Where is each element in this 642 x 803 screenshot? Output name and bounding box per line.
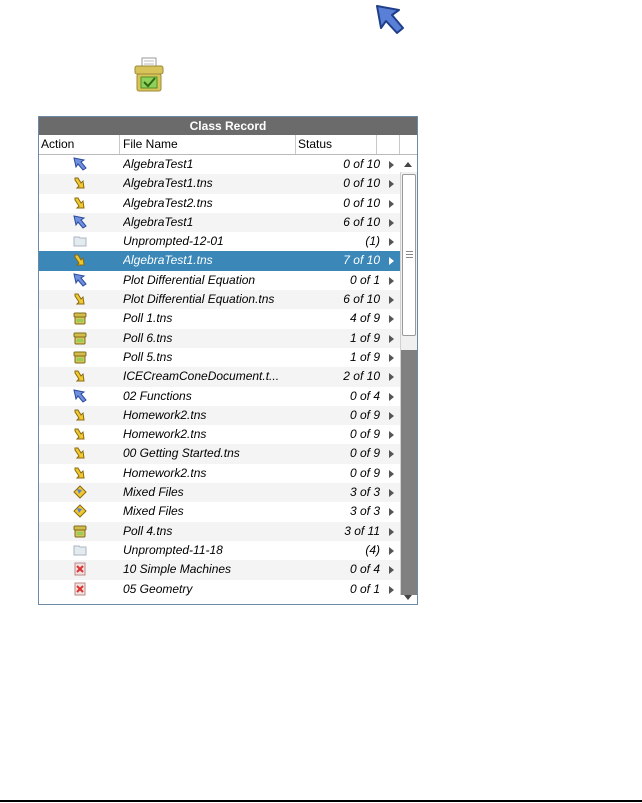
table-row[interactable] (39, 541, 400, 560)
table-row[interactable] (39, 502, 400, 521)
collect-icon[interactable] (73, 408, 87, 422)
collect-icon[interactable] (73, 427, 87, 441)
status-text: 3 of 3 (349, 504, 380, 519)
table-row[interactable] (39, 522, 400, 541)
table-row[interactable] (39, 560, 400, 579)
expand-arrow-icon[interactable] (389, 450, 394, 458)
status-text: 3 of 3 (349, 485, 380, 500)
scroll-down-icon[interactable] (404, 595, 412, 600)
status-text: 0 of 1 (349, 272, 380, 287)
collect-icon[interactable] (73, 446, 87, 460)
status-text: (1) (365, 234, 380, 249)
collect-icon[interactable] (73, 196, 87, 210)
collect-icon[interactable] (73, 292, 87, 306)
file-name: Plot Differential Equation (123, 272, 256, 287)
table-row[interactable] (39, 464, 400, 483)
status-text: 0 of 9 (349, 446, 380, 461)
file-name: Unprompted-11-18 (123, 542, 223, 557)
collect-icon[interactable] (73, 369, 87, 383)
expand-arrow-icon[interactable] (389, 566, 394, 574)
grip-line (406, 251, 413, 252)
poll-icon[interactable] (73, 311, 87, 325)
mixed-icon[interactable] (73, 504, 87, 518)
table-row[interactable] (39, 406, 400, 425)
file-name: AlgebraTest1.tns (123, 253, 213, 268)
poll-collect-icon (132, 56, 166, 94)
status-text: 0 of 10 (343, 176, 380, 191)
expand-arrow-icon[interactable] (389, 393, 394, 401)
mixed-icon[interactable] (73, 485, 87, 499)
divider (0, 800, 642, 802)
file-name: Mixed Files (123, 485, 184, 500)
file-name: 05 Geometry (123, 581, 193, 596)
table-row[interactable] (39, 271, 400, 290)
send-icon[interactable] (73, 389, 87, 403)
column-divider (399, 135, 400, 154)
table-row[interactable] (39, 580, 400, 599)
scroll-up-icon[interactable] (404, 162, 412, 167)
table-row[interactable] (39, 387, 400, 406)
status-text: 2 of 10 (343, 369, 380, 384)
expand-arrow-icon[interactable] (389, 238, 394, 246)
status-text: 7 of 10 (343, 253, 380, 268)
expand-arrow-icon[interactable] (389, 373, 394, 381)
send-icon[interactable] (73, 157, 87, 171)
collect-icon[interactable] (73, 253, 87, 267)
expand-arrow-icon[interactable] (389, 180, 394, 188)
table-row[interactable] (39, 194, 400, 213)
table-row[interactable] (39, 309, 400, 328)
status-text: 0 of 10 (343, 157, 380, 171)
file-name: 10 Simple Machines (123, 562, 232, 577)
collect-icon[interactable] (73, 466, 87, 480)
file-name: Poll 5.tns (123, 349, 173, 364)
column-divider[interactable] (295, 135, 296, 154)
send-icon[interactable] (73, 273, 87, 287)
send-icon[interactable] (73, 215, 87, 229)
status-text: 3 of 11 (344, 523, 380, 538)
status-text: 0 of 9 (349, 407, 380, 422)
collect-icon[interactable] (73, 176, 87, 190)
delete-icon[interactable] (73, 582, 87, 596)
column-header-row (39, 135, 417, 155)
poll-icon[interactable] (73, 331, 87, 345)
class-record-panel (38, 116, 418, 605)
column-header-status[interactable]: Status (298, 137, 333, 151)
status-text: 0 of 9 (349, 465, 380, 480)
file-name: Poll 1.tns (123, 311, 173, 326)
column-header-file-name[interactable]: File Name (123, 137, 178, 151)
poll-icon[interactable] (73, 350, 87, 364)
file-name: Poll 4.tns (123, 523, 173, 538)
scroll-thumb[interactable] (402, 174, 416, 336)
status-text: 0 of 4 (349, 388, 380, 403)
file-name: 02 Functions (123, 388, 192, 403)
folder-icon[interactable] (73, 234, 87, 248)
grip-line (406, 257, 413, 258)
table-row[interactable] (39, 348, 400, 367)
status-text: (4) (365, 542, 380, 557)
status-text: 0 of 1 (349, 581, 380, 596)
expand-arrow-icon[interactable] (389, 528, 394, 536)
expand-arrow-icon[interactable] (389, 296, 394, 304)
expand-arrow-icon[interactable] (389, 470, 394, 478)
table-row[interactable] (39, 329, 400, 348)
folder-icon[interactable] (73, 543, 87, 557)
status-text: 0 of 9 (349, 427, 380, 442)
expand-arrow-icon[interactable] (389, 489, 394, 497)
file-name: Plot Differential Equation.tns (123, 292, 275, 307)
table-row[interactable] (39, 155, 400, 174)
column-divider[interactable] (119, 135, 120, 154)
column-header-action[interactable]: Action (41, 137, 75, 151)
column-divider[interactable] (376, 135, 377, 154)
file-name: Mixed Files (123, 504, 184, 519)
table-row[interactable] (39, 290, 400, 309)
file-name: 00 Getting Started.tns (123, 446, 240, 461)
expand-arrow-icon[interactable] (389, 508, 394, 516)
scroll-track-lower[interactable] (401, 350, 417, 595)
expand-arrow-icon[interactable] (389, 161, 394, 169)
file-name: Poll 6.tns (123, 330, 173, 345)
file-name: Unprompted-12-01 (123, 234, 224, 249)
table-row[interactable] (39, 425, 400, 444)
status-text: 6 of 10 (343, 292, 380, 307)
table-row[interactable] (39, 367, 400, 386)
expand-arrow-icon[interactable] (389, 200, 394, 208)
file-name: Homework2.tns (123, 407, 207, 422)
expand-arrow-icon[interactable] (389, 257, 394, 265)
expand-arrow-icon[interactable] (389, 586, 394, 594)
table-row[interactable] (39, 174, 400, 193)
status-text: 1 of 9 (349, 349, 380, 364)
expand-arrow-icon[interactable] (389, 412, 394, 420)
status-text: 6 of 10 (343, 214, 380, 229)
file-name: ICECreamConeDocument.t... (123, 369, 280, 384)
expand-arrow-icon[interactable] (389, 219, 394, 227)
file-name: Homework2.tns (123, 465, 207, 480)
file-name: Homework2.tns (123, 427, 207, 442)
expand-arrow-icon[interactable] (389, 277, 394, 285)
file-name: AlgebraTest2.tns (123, 195, 213, 210)
table-row[interactable] (39, 251, 400, 270)
expand-arrow-icon[interactable] (389, 335, 394, 343)
table-row[interactable] (39, 444, 400, 463)
table-row[interactable] (39, 232, 400, 251)
panel-title: Class Record (39, 117, 417, 135)
status-text: 0 of 4 (349, 562, 380, 577)
file-name: AlgebraTest1.tns (123, 176, 213, 191)
expand-arrow-icon[interactable] (389, 315, 394, 323)
send-arrow-icon (375, 4, 405, 36)
table-row[interactable] (39, 213, 400, 232)
class-record-list (39, 155, 400, 599)
vertical-scrollbar[interactable] (400, 155, 417, 604)
expand-arrow-icon[interactable] (389, 431, 394, 439)
status-text: 1 of 9 (349, 330, 380, 345)
status-text: 0 of 10 (343, 195, 380, 210)
status-text: 4 of 9 (349, 311, 380, 326)
table-row[interactable] (39, 483, 400, 502)
expand-arrow-icon[interactable] (389, 547, 394, 555)
expand-arrow-icon[interactable] (389, 354, 394, 362)
scroll-track[interactable] (400, 172, 417, 595)
grip-line (406, 254, 413, 255)
file-name: AlgebraTest1 (123, 157, 194, 171)
poll-icon[interactable] (73, 524, 87, 538)
delete-icon[interactable] (73, 562, 87, 576)
file-name: AlgebraTest1 (123, 214, 194, 229)
